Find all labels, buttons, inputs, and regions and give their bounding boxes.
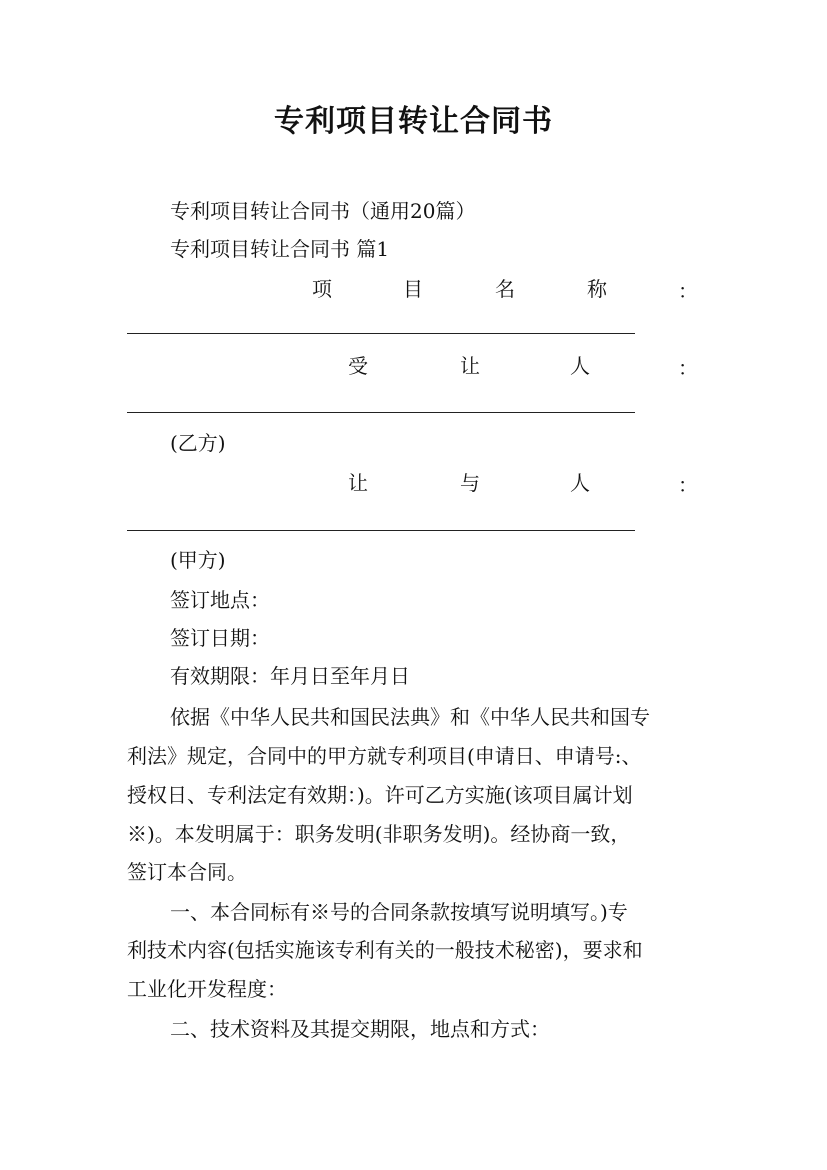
field-assignor-char: 与 (460, 471, 480, 495)
field-assignor-char: 让 (348, 471, 368, 495)
field-assignee-char: 人 (570, 354, 590, 378)
fill-in-underline (127, 530, 635, 531)
field-assignee-char: 让 (460, 354, 480, 378)
paragraph-line: 利技术内容(包括实施该专利有关的一般技术秘密)，要求和 (127, 938, 643, 962)
field-assignor-note: (甲方) (170, 548, 226, 572)
fill-in-underline (127, 333, 635, 334)
field-assignor-colon: ： (678, 473, 698, 497)
field-project-name-colon: ： (678, 279, 698, 303)
document-title: 专利项目转让合同书 (274, 104, 553, 139)
paragraph-line: 授权日、专利法定有效期：)。许可乙方实施(该项目属计划 (127, 783, 633, 807)
field-project-name-char: 名 (495, 277, 515, 301)
paragraph-line: 二、技术资料及其提交期限，地点和方式： (170, 1017, 550, 1041)
field-project-name-char: 项 (312, 277, 332, 301)
field-assignor-char: 人 (570, 471, 590, 495)
field-project-name-char: 目 (403, 277, 423, 301)
document-subtitle: 专利项目转让合同书（通用20篇） (170, 199, 476, 223)
field-assignee-note: (乙方) (170, 431, 226, 455)
field-project-name-char: 称 (587, 277, 607, 301)
validity-period: 有效期限：年月日至年月日 (170, 664, 410, 688)
paragraph-line: 利法》规定，合同中的甲方就专利项目(申请日、申请号:、 (127, 744, 642, 768)
field-assignee-char: 受 (348, 354, 368, 378)
paragraph-line: 依据《中华人民共和国民法典》和《中华人民共和国专 (170, 705, 650, 729)
field-assignee-colon: ： (678, 356, 698, 380)
section-heading: 专利项目转让合同书 篇1 (170, 237, 390, 261)
sign-place: 签订地点： (170, 588, 270, 612)
sign-date: 签订日期： (170, 626, 270, 650)
paragraph-line: 一、本合同标有※号的合同条款按填写说明填写。)专 (170, 900, 628, 924)
fill-in-underline (127, 412, 635, 413)
paragraph-line: 签订本合同。 (127, 860, 247, 884)
paragraph-line: 工业化开发程度： (127, 977, 287, 1001)
paragraph-line: ※)。本发明属于：职务发明(非职务发明)。经协商一致， (127, 822, 631, 846)
